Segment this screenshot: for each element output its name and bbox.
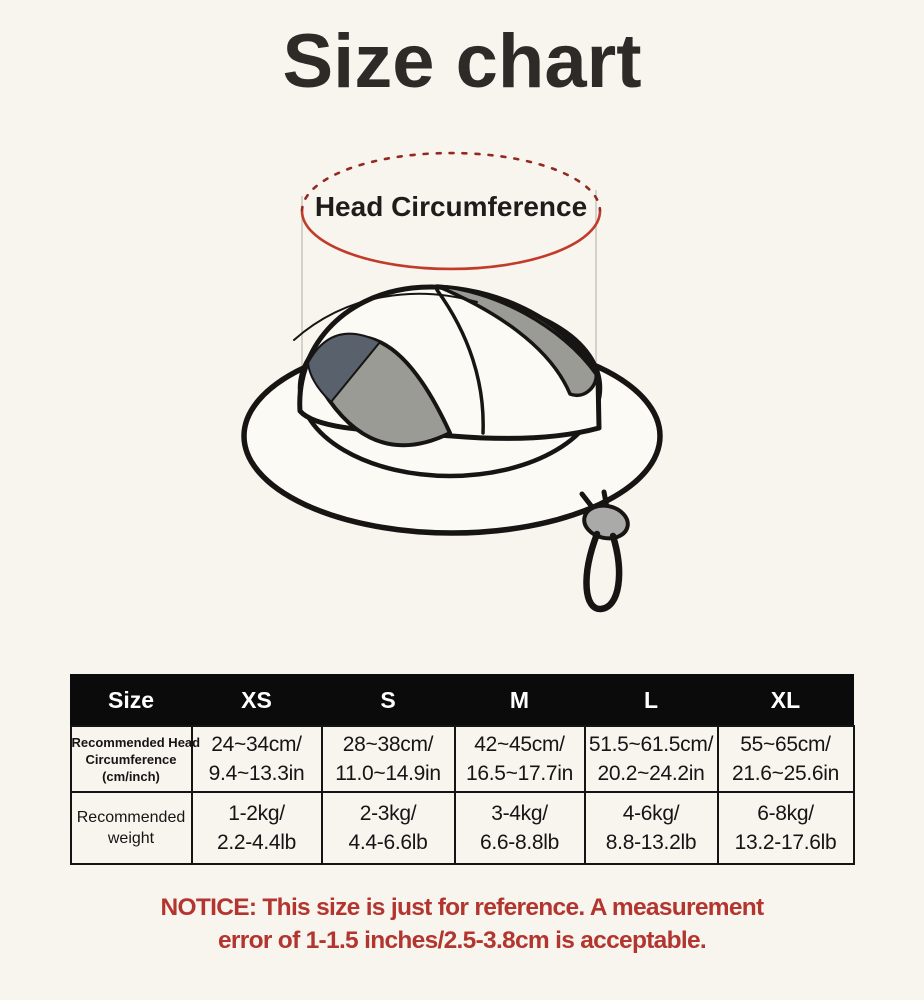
cell-weight-xl xyxy=(718,792,854,864)
cell-value-in: 11.0~14.9in xyxy=(335,762,441,785)
drawstring-loop xyxy=(586,534,619,609)
header-cell-xl: XL xyxy=(718,675,854,727)
cell-value-lb: 6.6-8.8lb xyxy=(479,831,560,854)
cell-value-kg: 4-6kg/ xyxy=(622,802,680,825)
header-cell-m: M xyxy=(455,675,585,727)
row-label-line: Circumference xyxy=(85,751,177,767)
cell-value-kg: 1-2kg/ xyxy=(228,802,285,825)
header-cell-l: L xyxy=(585,675,718,727)
cell-value-in: 21.6~25.6in xyxy=(731,762,840,785)
cell-value-cm: 28~38cm/ xyxy=(342,733,434,756)
cell-value-cm: 42~45cm/ xyxy=(474,733,565,756)
cell-circumference-xl xyxy=(718,726,854,792)
hat-drawing xyxy=(244,286,660,609)
row-label-line: Recommended xyxy=(76,809,186,826)
cell-value-lb: 4.4-6.6lb xyxy=(348,831,428,854)
cell-value-lb: 13.2-17.6lb xyxy=(734,831,837,854)
page-title: Size chart xyxy=(282,19,642,104)
cell-weight-l xyxy=(585,792,718,864)
row-label-weight xyxy=(71,792,192,864)
size-chart-table xyxy=(70,674,855,865)
cell-value-lb: 8.8-13.2lb xyxy=(605,831,697,854)
notice-text xyxy=(0,891,924,957)
hat-illustration xyxy=(232,138,692,638)
cell-value-kg: 2-3kg/ xyxy=(359,802,417,825)
row-label-line: (cm/inch) xyxy=(102,768,160,784)
header-cell-s: S xyxy=(322,675,455,727)
notice-line-1: NOTICE: This size is just for reference. A measurement xyxy=(160,894,764,921)
table-header-row xyxy=(71,675,854,727)
head-circumference-label: Head Circumference xyxy=(314,191,588,222)
cell-value-kg: 3-4kg/ xyxy=(491,802,548,825)
cell-value-cm: 24~34cm/ xyxy=(211,733,302,756)
header-cell-xs: XS xyxy=(192,675,322,727)
row-label-line: weight xyxy=(107,830,155,847)
cell-weight-xs xyxy=(192,792,322,864)
notice-line-2: error of 1-1.5 inches/2.5-3.8cm is acceptable. xyxy=(218,927,706,954)
cell-weight-m xyxy=(455,792,585,864)
cell-value-in: 20.2~24.2in xyxy=(597,762,705,785)
row-label-line: Recommended Head xyxy=(71,734,201,750)
cell-circumference-xs xyxy=(192,726,322,792)
header-cell-size: Size xyxy=(71,675,192,727)
cell-value-in: 9.4~13.3in xyxy=(208,762,305,785)
cell-value-kg: 6-8kg/ xyxy=(757,802,814,825)
cell-value-cm: 55~65cm/ xyxy=(740,733,831,756)
table-row-circumference xyxy=(71,726,854,792)
cell-circumference-s xyxy=(322,726,455,792)
cell-value-cm: 51.5~61.5cm/ xyxy=(588,733,714,756)
cell-weight-s xyxy=(322,792,455,864)
cell-circumference-m xyxy=(455,726,585,792)
cell-value-lb: 2.2-4.4lb xyxy=(216,831,297,854)
row-label-circumference xyxy=(71,726,201,792)
cell-value-in: 16.5~17.7in xyxy=(465,762,574,785)
cell-circumference-l xyxy=(585,726,718,792)
table-row-weight xyxy=(71,792,854,864)
